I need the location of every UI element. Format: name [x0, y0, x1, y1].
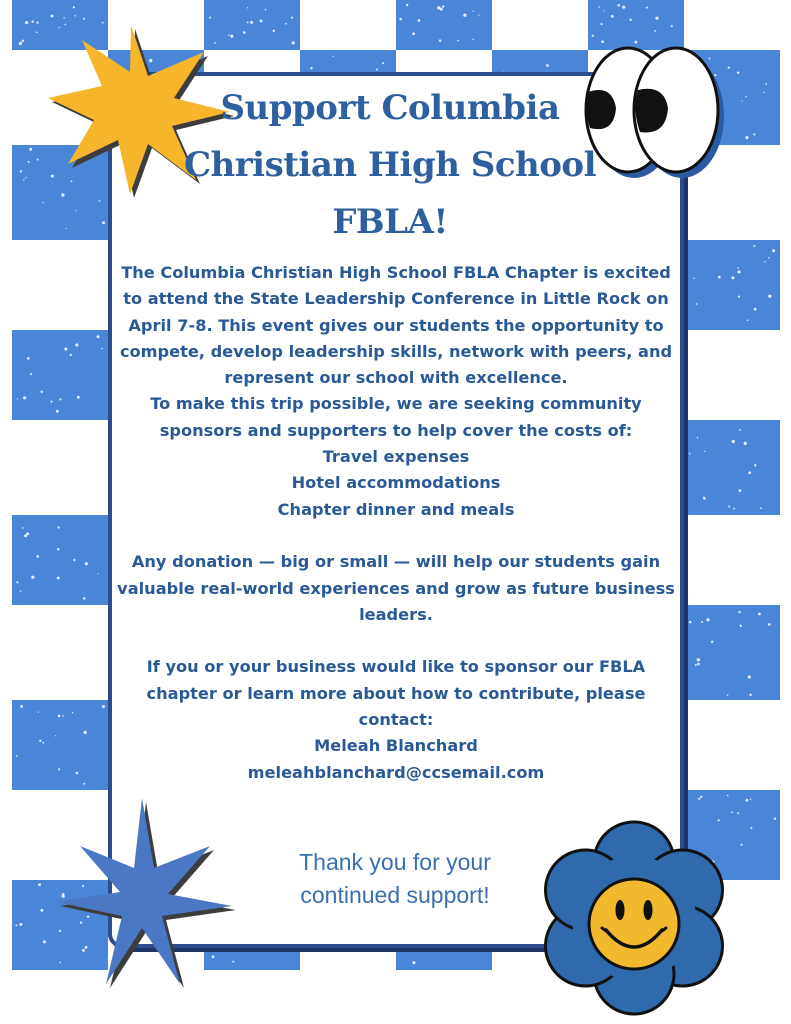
speckle [701, 621, 703, 623]
speckle [412, 961, 415, 964]
speckle [700, 796, 702, 798]
speckle [50, 400, 52, 402]
speckle [764, 261, 766, 263]
speckle [74, 15, 76, 17]
speckle [703, 497, 705, 499]
speckle [31, 576, 34, 579]
speckle [72, 712, 73, 713]
speckle [75, 210, 76, 211]
speckle [611, 15, 614, 18]
speckle [768, 295, 771, 298]
speckle [746, 799, 749, 802]
speckle [718, 276, 721, 279]
speckle [332, 56, 333, 57]
speckle [20, 170, 22, 172]
speckle [23, 179, 24, 180]
speckle [655, 17, 658, 20]
speckle [42, 742, 44, 744]
speckle [772, 249, 775, 252]
speckle [22, 527, 24, 529]
intro-paragraph: The Columbia Christian High School FBLA Chapter is excited to attend the State Leadership Conference in Little Rock on April 7-8. This event gives our students the opportunity to compete, develop leadership skills, network with peers, and represent our school with excellence. [119, 263, 673, 388]
speckle [753, 245, 755, 247]
speckle [745, 96, 746, 97]
speckle [382, 62, 384, 64]
speckle [418, 19, 421, 22]
speckle [57, 576, 60, 579]
speckle [27, 357, 30, 360]
speckle [64, 347, 67, 350]
speckle [243, 31, 246, 34]
speckle [768, 623, 771, 626]
speckle [754, 308, 757, 311]
speckle [37, 159, 39, 161]
speckle [77, 396, 80, 399]
speckle [753, 133, 755, 135]
contact-paragraph: If you or your business would like to sponsor our FBLA chapter or learn more about how to contribute, please contact: [146, 657, 646, 730]
cost-item: Chapter dinner and meals [277, 499, 515, 519]
checker-square [12, 700, 108, 790]
checker-square [684, 420, 780, 515]
speckle [727, 795, 729, 797]
speckle [376, 69, 378, 71]
speckle [750, 798, 751, 799]
speckle [738, 611, 740, 613]
speckle [731, 811, 733, 813]
speckle [741, 100, 742, 101]
speckle [697, 663, 700, 666]
speckle [96, 335, 99, 338]
speckle [750, 827, 752, 829]
speckle [66, 228, 67, 229]
speckle [70, 354, 72, 356]
speckle [737, 812, 739, 814]
speckle [36, 21, 38, 23]
speckle [58, 526, 60, 528]
speckle [697, 437, 698, 438]
speckle [737, 270, 740, 273]
speckle [731, 276, 734, 279]
speckle [209, 17, 211, 19]
speckle [101, 348, 102, 349]
contact-name: Meleah Blanchard [314, 736, 478, 756]
checker-square [684, 240, 780, 330]
speckle [29, 148, 32, 151]
speckle [19, 42, 22, 45]
speckle [265, 9, 267, 11]
speckle [654, 30, 656, 32]
spacer [116, 523, 676, 549]
speckle [706, 618, 709, 621]
speckle [292, 41, 295, 44]
speckle [51, 14, 54, 17]
speckle [260, 19, 263, 22]
speckle [399, 18, 401, 20]
checker-square [684, 605, 780, 700]
speckle [28, 161, 30, 163]
speckle [732, 440, 735, 443]
title-line-3: FBLA! [332, 202, 448, 242]
cost-item: Hotel accommodations [291, 473, 501, 493]
speckle [629, 19, 631, 21]
speckle [99, 200, 101, 202]
speckle [36, 31, 38, 33]
four-point-star-icon [50, 794, 235, 994]
speckle [39, 740, 41, 742]
speckle [774, 818, 776, 820]
speckle [728, 506, 730, 508]
speckle [738, 296, 740, 298]
speckle [75, 343, 78, 346]
page-title [170, 80, 610, 251]
speckle [250, 21, 253, 24]
speckle [737, 267, 739, 269]
speckle [63, 17, 65, 19]
speckle [760, 507, 762, 509]
speckle [739, 489, 742, 492]
speckle [73, 6, 75, 8]
checker-square [12, 515, 108, 605]
speckle [273, 30, 275, 32]
speckle [85, 562, 88, 565]
speckle [17, 398, 18, 399]
speckle [748, 675, 751, 678]
speckle [463, 14, 466, 17]
speckle [689, 621, 692, 624]
speckle [83, 783, 85, 785]
speckle [26, 532, 29, 535]
speckle [472, 39, 474, 41]
speckle [689, 453, 691, 455]
thank-you-message [260, 846, 530, 912]
flyer-body [116, 260, 676, 786]
speckle [763, 92, 764, 93]
speckle [440, 8, 443, 11]
speckle [247, 22, 249, 24]
speckle [546, 64, 549, 67]
speckle [472, 10, 473, 11]
speckle [36, 555, 39, 558]
speckle [20, 705, 23, 708]
speckle [695, 664, 697, 666]
checker-square [396, 0, 492, 50]
speckle [733, 508, 735, 510]
speckle [646, 7, 648, 9]
speckle [57, 548, 59, 550]
speckle [740, 625, 742, 627]
speckle [43, 202, 44, 203]
speckle [102, 221, 105, 224]
spacer [116, 628, 676, 654]
speckle [739, 429, 741, 431]
speckle [765, 83, 767, 85]
speckle [19, 923, 22, 926]
speckle [741, 844, 743, 846]
speckle [749, 694, 751, 696]
contact-email[interactable]: meleahblanchard@ccsemail.com [247, 762, 545, 782]
speckle [55, 735, 56, 736]
speckle [15, 924, 17, 926]
smiley-flower-icon [536, 820, 732, 1016]
speckle [38, 711, 39, 712]
speckle [56, 410, 59, 413]
speckle [601, 23, 603, 25]
speckle [457, 40, 459, 42]
speckle [442, 6, 444, 8]
speckle [25, 177, 26, 178]
speckle [748, 471, 751, 474]
speckle [247, 7, 248, 8]
speckle [697, 658, 700, 661]
speckle [23, 396, 26, 399]
speckle [592, 35, 594, 37]
speckle [310, 67, 312, 69]
speckle [737, 71, 739, 73]
speckle [758, 613, 761, 616]
speckle [693, 278, 694, 279]
speckle [58, 768, 60, 770]
thank-you-line-2: continued support! [300, 882, 490, 908]
speckle [768, 257, 770, 259]
speckle [291, 17, 293, 19]
speckle [406, 4, 408, 6]
speckle [603, 10, 604, 11]
title-line-2: Christian High School [183, 145, 597, 185]
speckle [38, 883, 41, 886]
speckle [745, 136, 748, 139]
speckle [41, 391, 43, 393]
speckle [40, 909, 43, 912]
speckle [43, 940, 46, 943]
speckle [20, 590, 21, 591]
speckle [704, 451, 705, 452]
speckle [285, 23, 287, 25]
speckle [696, 303, 698, 305]
cost-item: Travel expenses [322, 447, 470, 467]
speckle [62, 715, 64, 717]
checker-square [12, 330, 108, 420]
speckle [671, 25, 673, 27]
speckle [83, 597, 86, 600]
speckle [30, 373, 32, 375]
speckle [711, 641, 713, 643]
speckle [744, 442, 747, 445]
speckle [754, 464, 756, 466]
speckle [84, 731, 87, 734]
speckle [747, 319, 749, 321]
speckle [622, 6, 625, 9]
speckle [73, 559, 75, 561]
speckle [58, 715, 61, 718]
speckle [25, 21, 28, 24]
donation-paragraph: Any donation — big or small — will help our students gain valuable real-world experiences and grow as future business leaders. [117, 552, 675, 624]
speckle [727, 694, 729, 696]
speckle [102, 705, 105, 708]
speckle [59, 398, 61, 400]
speckle [22, 40, 24, 42]
speckle [698, 798, 700, 800]
speckle [617, 4, 620, 7]
ask-paragraph: To make this trip possible, we are seeking community sponsors and supporters to help cover the costs of: [150, 394, 642, 440]
speckle [76, 772, 79, 775]
speckle [31, 20, 33, 22]
speckle [16, 755, 18, 757]
googly-eyes-icon [578, 40, 728, 180]
speckle [478, 14, 479, 15]
title-line-1: Support Columbia [220, 88, 560, 128]
thank-you-line-1: Thank you for your [299, 849, 491, 875]
speckle [439, 39, 441, 41]
speckle [598, 6, 600, 8]
speckle [16, 581, 18, 583]
speckle [412, 32, 415, 35]
speckle [97, 573, 98, 574]
